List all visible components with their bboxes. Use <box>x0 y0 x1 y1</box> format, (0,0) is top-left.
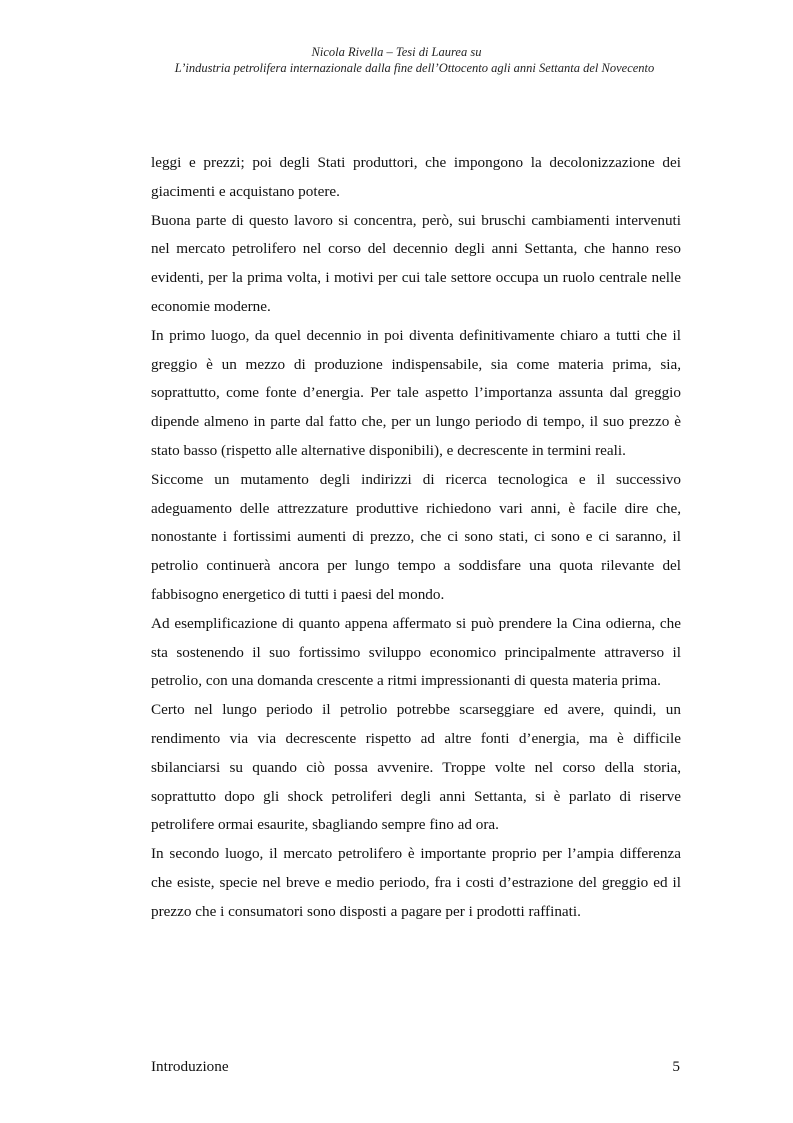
body-text <box>151 149 681 927</box>
paragraph: leggi e prezzi; poi degli Stati produttori, che impongono la decolonizzazione dei giacimenti e acquistano potere. <box>151 154 681 200</box>
paragraph: Ad esemplificazione di quanto appena affermato si può prendere la Cina odierna, che sta sostenendo il suo fortissimo sviluppo economico principalmente attraverso il petrolio, con una domanda crescente a ritmi impressionanti di questa materia prima. <box>151 614 681 690</box>
page-number: 5 <box>672 1058 680 1075</box>
footer-section-title: Introduzione <box>151 1058 229 1075</box>
paragraph: Siccome un mutamento degli indirizzi di ricerca tecnologica e il successivo adeguamento delle attrezzature produttive richiedono vari anni, è facile dire che, nonostante i fortissimi aumenti di prezzo, che ci sono stati, ci sono e ci saranno, il petrolio continuerà ancora per lungo tempo a soddisfare una quota rilevante del fabbisogno energetico di tutti i paesi del mondo. <box>151 470 681 603</box>
paragraph: In secondo luogo, il mercato petrolifero è importante proprio per l’ampia differenza che esiste, specie nel breve e medio periodo, fra i costi d’estrazione del greggio ed il prezzo che i consumatori sono disposti a pagare per i prodotti raffinati. <box>151 845 681 920</box>
paragraph: In primo luogo, da quel decennio in poi diventa definitivamente chiaro a tutti che il greggio è un mezzo di produzione indispensabile, sia come materia prima, sia, soprattutto, come fonte d’energia. Per tale aspetto l’importanza assunta dal greggio dipende almeno in parte dal fatto che, per un lungo periodo di tempo, il suo prezzo è stato basso (rispetto alle alternative disponibili), e decrescente in termini reali. <box>151 326 681 459</box>
header-author-line: Nicola Rivella – Tesi di Laurea su <box>311 45 482 59</box>
header-title-line: L’industria petrolifera internazionale dalla fine dell’Ottocento agli anni Settanta del Novecento <box>174 61 655 75</box>
paragraph: Certo nel lungo periodo il petrolio potrebbe scarseggiare ed avere, quindi, un rendimento via via decrescente rispetto ad altre fonti d’energia, ma è difficile sbilanciarsi su quando ciò possa avvenire. Troppe volte nel corso della storia, soprattutto dopo gli shock petroliferi degli anni Settanta, si è parlato di riserve petrolifere ormai esaurite, sbagliando sempre fino ad ora. <box>151 701 681 834</box>
running-header <box>0 44 793 76</box>
paragraph: Buona parte di questo lavoro si concentra, però, sui bruschi cambiamenti intervenuti nel mercato petrolifero nel corso del decennio degli anni Settanta, che hanno reso evidenti, per la prima volta, i motivi per cui tale settore occupa un ruolo centrale nelle economie moderne. <box>151 211 681 315</box>
